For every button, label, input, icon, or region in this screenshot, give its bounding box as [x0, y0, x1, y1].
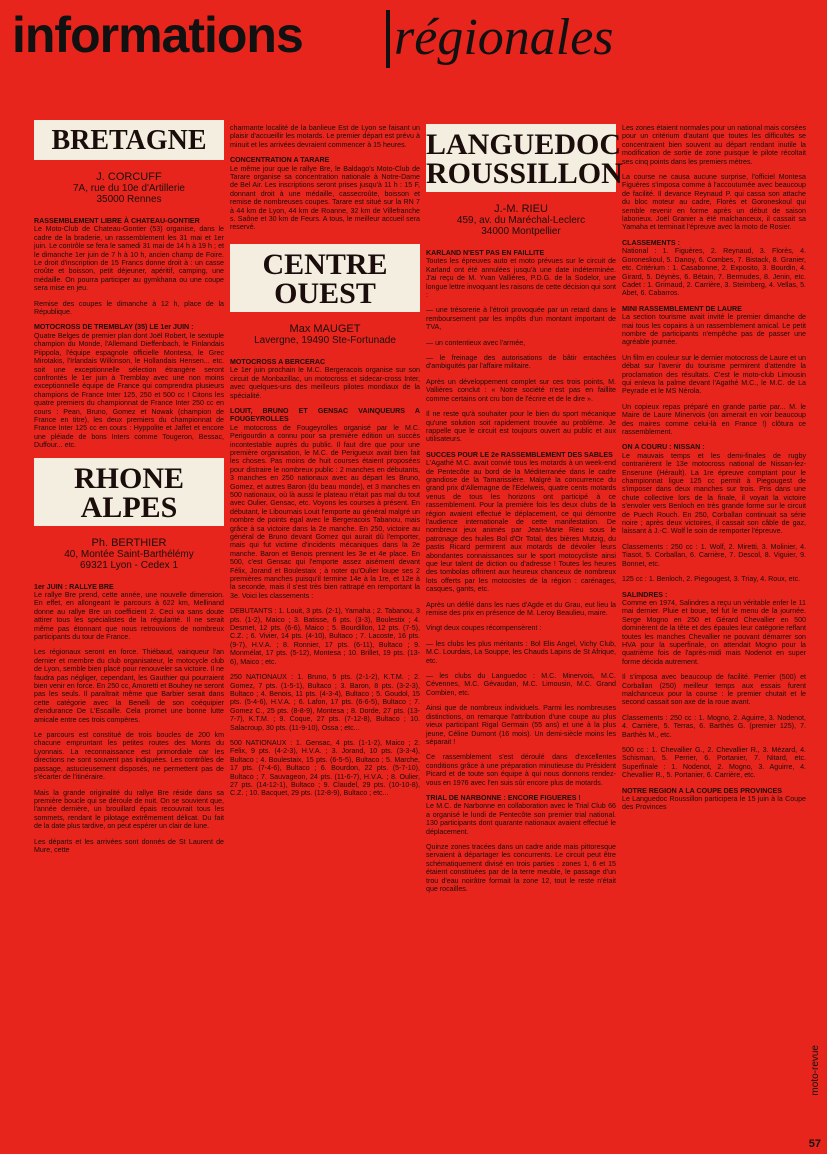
- article-paragraph: Les départs et les arrivées sont donnés de St Laurent de Mure, cette: [34, 837, 224, 854]
- article-paragraph: Remise des coupes le dimanche à 12 h, place de la République.: [34, 299, 224, 317]
- page-header: [12, 0, 812, 74]
- article-paragraph: Quinze zones tracées dans un cadre aride mais pittoresque servaient à départager les concurrents. Le circuit peut être schématiquement divisé en trois parties : zones 1, 6 et 15 étaient constituées par de la terre meuble, le passage d'un trou d'eau noirâtre formait la zone 12, tout le reste n'était que rocailles.: [426, 842, 616, 893]
- article-paragraph: Un copieux repas préparé en grande partie par... M. le Maire de Laure Minervois (on aimerait en voir beaucoup des maires comme celui-là en France !) clôtura ce rassemblement.: [622, 402, 806, 436]
- article-paragraph: Le Moto-Club de Chateau-Gontier (53) organise, dans le cadre de la braderie, un rassemblement les 31 mai et 1er juin. Le contrôle se fera le samedi 31 mai de 14 h à 19 h ; et le dimanche 1er juin de 7 h à 10 h, ancien champ de Foire. Le droit d'inscription de 15 Francs donne droit à : un casse croûte et boisson, petit déjeuner, apéritif, camping, une médaille. On pourra participer au gymkhana ou une coupe sera mise en jeu.: [34, 225, 224, 293]
- article-paragraph: Toutes les épreuves auto et moto prévues sur le circuit de Karland ont été annulées jusqu'à une date indéterminée. J'ai reçu de M. Yvan Vallières, P.D.G. de la Sodelor, une longue lettre invoquant les raisons de cette décision qui sont :: [426, 257, 616, 300]
- article-paragraph: 250 NATIONAUX : 1. Bruno, 5 pts. (2-1-2), K.T.M. ; 2. Gomez, 7 pts. (1-5-1), Bultaco ; 3. Baron, 8 pts. (3-2-3), Bultaco ; 4. Benois, 11 pts. (4-3-4), Bultaco ; 5. Goudol, 15 pts. (5-4-6), H.V.A. ; 6. Lafon, 17 pts. (6-6-5), Bultaco ; 7. Gomez C., 25 pts. (8-8-9), Montesa ; 8. Dorde, 27 pts. (13-7-7), K.T.M. ; 9. Coque, 27 pts. (7-12-8), Bultaco ; 10. Salacroup, 30 pts. (11-9-10), Ossa ; etc...: [230, 673, 420, 732]
- article-paragraph: L'Agathé M.C. avait convié tous les motards à un week-end de Pentecôte au bord de la Méditerranée dans le cadre grandiose de la Tamarissière. Malgré la concurrence du grand prix d'Allemagne de l'Edelweis, quatre cents motards venus de tous les horizons ont participé à ce rassemblement. Pour la première fois les deux clubs de la région avaient effectué le déplacement, ce qui démontre l'audience internationale de cette manifestation. De nombreux jeux animés par Jean-Marie Rieu sous le patronage des huiles Bol d'Or Total, des bières Mutzig, du pastis Ricard permirent aux motards de dévoiler leurs abondantes connaissances sur le sport motocycliste ainsi que leur talent de diction ou d'adresse ! Toutes les heures des tombolas offrirent aux heureux chanceux de nombreux lots offerts par les motocistes de la région : carénages, casques, gants, etc.: [426, 459, 616, 594]
- contact-name: J.-M. RIEU: [494, 203, 548, 215]
- contact-bretagne: [34, 172, 224, 205]
- article-paragraph: 500 NATIONAUX : 1. Gensac, 4 pts. (1-1-2), Maico ; 2. Felix, 9 pts. (4-2-3), H.V.A. ; 3. Jorand, 10 pts. (3-3-4), Bultaco ; 4. Boulestaix, 15 pts. (6-5-5), Bultaco ; 5. Marche, 17 pts. (7-4-6), Bultaco ; 6. Bourdon, 22 pts. (5-7-10), Bultaco ; 7. Sauvageon, 24 pts. (11-6-7), H.V.A. ; 8. Oulier, 27 pts. (14-12-1), Bultaco ; 9. Claudel, 29 pts. (10-10-8), C.Z. ; 10. Bacquet, 29 pts. (12-8-9), Bultaco ; etc...: [230, 738, 420, 798]
- article-heading: RASSEMBLEMENT LIBRE À CHATEAU-GONTIER: [34, 217, 200, 225]
- region-title-bretagne: BRETAGNE: [34, 120, 224, 160]
- region-title-languedoc: LANGUEDOC ROUSSILLON: [426, 124, 616, 192]
- article-paragraph: Le mauvais temps et les demi-finales de rugby contrarièrent le 13e motocross national de Nissan-lez-Enserune (Hérault). La 1re épreuve comptant pour le championnat ligue 125 cc permit à Piegougest de s'imposer dans deux manches sur trois. Pris dans une chute collective lors de la finale, il voyait la victoire s'envoler vers Benloch en très grande forme sur le circuit de Puech Rouch. En 250, Corballan continuait sa série noire ; après deux victoires, il cassait son câble de gaz, laissant à J.-C. Wolf le soin de remporter l'épreuve.: [622, 451, 806, 536]
- article-heading: ON A COURU : NISSAN :: [622, 443, 705, 452]
- article-paragraph: Ce rassemblement s'est déroulé dans d'excellentes conditions grâce à une préparation minutieuse du Président Picard et de toute son équipe à qui nous donnons rendez-vous en 1976 avec l'en suis sûr encore plus de motards.: [426, 753, 616, 787]
- article-heading: MOTOCROSS A BERCERAC: [230, 357, 326, 366]
- article-heading: NOTRE REGION A LA COUPE DES PROVINCES: [622, 786, 783, 795]
- article-paragraph: Quatre Belges de premier plan dont Joël Robert, le sextuple champion du Monde, l'Allemand Dieffenbach, le Finlandais Piippola, l'équipe espagnole officielle Montesa, le Grec Mirotakis, l'Irlandais Wilkinson, le Hollandais Hensen... etc. soit une exceptionnelle sélection étrangère seront confrontés le 1er juin à Tremblay avec une non moins exceptionnelle équipe de France qui comprendra plusieurs champions de France Inter 125, 250 et 500 cc ! Citons les quatre premiers du championnat de France Inter 250 cc en cours : Pean, Bruno, Gomez et Nowak (champion de France en titre), les deux premiers du championnat de France Inter 125 cc en cours : Hyppolite et Jaffet et encore une pléiade de bons Inters comme Tougeron, Bessac, Duffour... etc.: [34, 331, 224, 450]
- contact-city: 34000 Montpellier: [481, 226, 561, 237]
- magazine-name: moto-revue: [810, 1045, 821, 1096]
- article-paragraph: Après un développement complet sur ces trois points, M. Vallières conclut : « Notre société n'est pas en faillite comme certains ont cru bon de l'écrire et de le dire ».: [426, 377, 616, 403]
- article-paragraph: DEBUTANTS : 1. Louit, 3 pts. (2-1), Yamaha ; 2. Tabanou, 3 pts. (1-2), Maico ; 3. Batisse, 6 pts. (3-3), Boulestix ; 4. Desmet, 12 pts. (6-6), Maico ; 5. Bourdillon, 12 pts. (7-5), C.Z. ; 6. Vivier, 14 pts. (4-10), Bultaco ; 7. Lacoste, 16 pts. (9-7), H.V.A. ; 8. Ronnier, 17 pts. (6-11), Bultaco ; 9. Monmélat, 17 pts. (5-12), Montesa ; 10. Brillet, 19 pts. (13-6), Maico ; etc.: [230, 607, 420, 666]
- header-subtitle: régionales: [394, 9, 614, 66]
- article-paragraph: 500 cc : 1. Chevallier G., 2. Chevallier R., 3. Mézard, 4. Schisman, 5. Perrier, 6. Portanier, 7. Nitard, etc. Superfinale : 1. Nodenot, 2. Mogno, 3. Aguirre, 4. Chevallier R., 5. Portanier, 6. Carrière, etc.: [622, 746, 806, 780]
- contact-name: Ph. BERTHIER: [91, 536, 167, 549]
- contact-centre-ouest: [230, 324, 420, 346]
- article-heading: TRIAL DE NARBONNE : ENCORE FIGUERES !: [426, 793, 581, 802]
- article-heading: KARLAND N'EST PAS EN FAILLITE: [426, 249, 545, 257]
- article-paragraph: Vingt deux coupes récompensèrent :: [426, 624, 542, 633]
- contact-address: 40, Montée Saint-Barthélémy: [64, 548, 194, 560]
- article-heading: SUCCES POUR LE 2e RASSEMBLEMENT DES SABLES: [426, 450, 613, 459]
- article-paragraph: Les régionaux seront en force. Thiébaud, vainqueur l'an dernier et membre du club organisateur, le motocycle club de Lyon, semble bien placé pour renouveler sa victoire. Il ne faudra pas négliger, cependant, les Gauthier qui pourraient bien venir en force. En 250 cc, Amoretti et Bouhey ne seront pas les seuls. Il paraîtrait même que Barbier serait dans cette catégorie avec la Benelli de son coéquipier d'endurance De L'Escaille. Cela promet une bonne lutte amicale entre ces trois compères.: [34, 648, 224, 724]
- contact-languedoc: [426, 204, 616, 237]
- article-paragraph: Le rallye Bre prend, cette année, une nouvelle dimension. En effet, en allongeant le parcours à 622 km, Mellinand donne au rallye Bre un coefficient 2. Ceci va sans doute attirer tous les spécialistes de la régularité. Il ne serait même pas étonnant que nous retrouvions de nombreux participants du tour de France.: [34, 590, 224, 641]
- article-paragraph: Classements : 250 cc : 1. Mogno, 2. Aguirre, 3. Nodenot, 4. Carrière, 5. Terras, 6. Barthès G. (premier 125), 7. Barthès M., etc.: [622, 713, 806, 739]
- article-heading: MINI RASSEMBLEMENT DE LAURE: [622, 304, 742, 313]
- article-heading: 1er JUIN : RALLYE BRE: [34, 582, 114, 591]
- article-paragraph: — les clubs du Languedoc : M.C. Minervois, M.C. Cévennes, M.C. Gévaudan, M.C. Limousin, M.C. Grand Combien, etc.: [426, 672, 616, 697]
- article-paragraph: Le Languedoc Roussillon participera le 15 juin à la Coupe des Provinces: [622, 795, 806, 812]
- article-paragraph: Le M.C. de Narbonne en collaboration avec le Trial Club 66 a organisé le lundi de Pentecôte son premier trial national. 130 participants dont quarante nationaux avaient effectué le déplacement.: [426, 802, 616, 836]
- article-heading: SALINDRES :: [622, 590, 668, 599]
- article-paragraph: — les clubs les plus méritants : Bol Elis Angel, Vichy Club, M.C. Lourdais, La Souppe, les Chauds Lapins de St Afrique, etc.: [426, 639, 616, 665]
- column-1: [34, 120, 224, 861]
- region-title-rhone-alpes: RHONE ALPES: [34, 458, 224, 526]
- region-title-centre-ouest: CENTRE OUEST: [230, 244, 420, 312]
- article-paragraph: Il s'imposa avec beaucoup de facilité. Perrier (500) et Corballan (250) meilleur temps aux essais furent malchanceux pour la course : le premier chutait et le second cassait son axe de la roue avant.: [622, 673, 806, 707]
- article-paragraph: Un film en couleur sur le dernier motocross de Laure et un débat sur l'avenir du tourisme permirent d'attendre la proclamation des résultats. C'est le moto-club Limousin qui enleva la palme devant l'Agathé M.C., le M.C. de La Peyrade et le MS Nérola.: [622, 353, 806, 396]
- article-heading: LOUIT, BRUNO ET GENSAC VAINQUEURS A FOUGEYROLLES: [230, 406, 420, 424]
- header-divider: [386, 10, 390, 68]
- article-heading: CONCENTRATION A TARARE: [230, 156, 330, 165]
- article-paragraph: La course ne causa aucune surprise, l'officiel Montesa Figuères s'imposa comme à l'accoutumée avec beaucoup de facilité. Il devance Reynaud P. qui cassa son attache du bloc moteur au cadre, Florès et Goroneskoul qui semble revenir en forme après un début de saison laborieux. Joël Granier a été malchanceux, il cassait sa Yamaha et terminait l'épreuve avec la moto de Rosier.: [622, 173, 806, 232]
- article-paragraph: Mais la grande originalité du rallye Bre réside dans sa première boucle qui se déroule de nuit. On se souvient que, l'année dernière, un brouillard épais recouvrait tous les sommets, rendant le pilotage extrêmement délicat. Du fait de la date plus tardive, on peut espérer un clair de lune.: [34, 788, 224, 831]
- header-title: informations: [12, 7, 303, 63]
- article-paragraph: Classements : 250 cc : 1. Wolf, 2. Miretti, 3. Molinier, 4. Tiasot, 5. Corballan, 6. Carrière, 7. Descol, 8. Viguier, 9. Bonnet, etc.: [622, 542, 806, 568]
- contact-city: 69321 Lyon - Cedex 1: [79, 559, 179, 571]
- column-3: [426, 124, 623, 900]
- article-paragraph: Le 1er juin prochain le M.C. Bergeracois organise sur son circuit de Monbazillac, un motocross et sidecar-cross Inter, avec quelques-uns des meilleurs pilotes mondiaux de la spécialité.: [230, 366, 420, 400]
- article-heading: MOTOCROSS DE TREMBLAY (35) LE 1er JUIN :: [34, 323, 194, 332]
- contact-address: Lavergne, 19490 Ste-Fortunade: [254, 334, 396, 346]
- article-paragraph: — une trésorerie à l'étroit provoquée par un retard dans le remboursement par les impôts d'un montant important de TVA,: [426, 306, 616, 332]
- contact-rhone-alpes: [34, 538, 224, 571]
- article-paragraph: 125 cc : 1. Benloch, 2. Piegougest, 3. Triay, 4. Roux, etc.: [622, 575, 801, 584]
- article-paragraph: — un contentieux avec l'armée,: [426, 338, 526, 347]
- contact-address: 7A, rue du 10e d'Artillerie: [73, 183, 185, 194]
- article-paragraph: Le motocross de Fougeyrolles organisé par le M.C. Perigourdin a connu pour sa première édition un succès incontestable auprès du public. Il faut dire que pour une première organisation, le M.C. de Perigueux avait bien fait les choses. Pas moins de huit courses étaient proposées pour distraire le nombreux public : 2 manches en débutants, 3 manches en 250 nationaux avec au départ les Bruno, Gomez, et autres Baron (du beau monde), et 3 manches en 500 nationaux, où là aussi le plateau n'était pas mal du tout avec Oulier, Gensac, etc. Voyons les courses à présent. En débutant, le Libournais Louit l'emporte au général malgré un nombre de points égal avec le Bergeracois Tabanou, mais grâce à sa victoire dans la 2e manche. En 250, victoire au général de Bruno devant Gomez qui aurait dû l'emporter, mais qui fut victime d'incidents mécaniques dans la 2e manche. Baron et Benois prennent les 3e et 4e place. En 500, c'est Gensac qui l'emporte assez aisément devant Félix, Jorand et Boulestaix ; à noter qu'Oulier loupe ses 2 premières manches puisqu'il termine 14e à la 1re, et 12e à la seconde, mais il s'est très bien rattrapé en remportant la 3e. Voici les classements :: [230, 423, 420, 600]
- article-paragraph: Après un défilé dans les rues d'Agde et du Grau, eut lieu la remise des prix en présence de M. Leroy Beaulieu, maire.: [426, 600, 616, 618]
- article-paragraph: charmante localité de la banlieue Est de Lyon se faisant un plaisir d'accueillir les motards. Le premier départ est prévu à minuit et les arrivées devraient commencer à 15 heures.: [230, 124, 420, 149]
- article-paragraph: — le freinage des autorisations de bâtir entachées d'ambiguités par l'affaire militaire.: [426, 354, 616, 371]
- article-paragraph: National : 1. Figuères, 2. Reynaud, 3. Florès, 4. Goroneskoul, 5. Danoy, 6. Combes, 7. Bistack, 8. Granier, etc. Critérium : 1. Casabonne, 2. Exposito, 3. Bourdin, 4. Girard, 5. Déynès, 6. Bétain, 7. Bermudes, 8. Jenin, etc. Cadet : 1. Grimaud, 2. Carrière, 3. Steimberg, 4. Vellas, 5. Abet, 6. Cabarros.: [622, 247, 806, 298]
- article-paragraph: Le parcours est constitué de trois boucles de 200 km chacune empruntant les petites routes des Monts du Lyonnais. La reconnaissance est primordiale car les directions ne sont souvent pas indiquées. Les contrôles de passage, astucieusement disposés, ne permettent pas de s'écarter de l'itinéraire.: [34, 731, 224, 782]
- column-4: [622, 124, 806, 819]
- article-heading: CLASSEMENTS :: [622, 238, 680, 247]
- contact-name: J. CORCUFF: [96, 171, 162, 183]
- column-2: [230, 124, 420, 805]
- article-paragraph: Ainsi que de nombreux individuels. Parmi les nombreuses distinctions, on remarque l'attribution d'une coupe au plus vieux participant Rigal Germain (55 ans) et une à la plus jeune, Céline Dumont (16 mois). Un demi-siècle moins les séparait !: [426, 704, 616, 746]
- contact-address: 459, av. du Maréchal-Leclerc: [456, 215, 586, 226]
- page-number: 57: [808, 1138, 821, 1150]
- article-paragraph: La section tourisme avait invité le premier dimanche de mai tous les copains à un rassemblement amical. Le petit nombre de participants n'empêche pas de passer une agréable journée.: [622, 313, 806, 347]
- contact-city: 35000 Rennes: [96, 194, 162, 205]
- article-paragraph: Il ne reste qu'à souhaiter pour le bien du sport mécanique qu'une solution soit rapidement trouvée au problème. Je rappelle que le circuit est toujours ouvert au public et aux utilisateurs.: [426, 410, 616, 444]
- article-paragraph: Comme en 1974, Salindres a reçu un véritable enfer le 11 mai dernier. Pluie et boue, tel fut le menu de la journée. Serge Mogno en 250 et Gérard Chevallier en 500 dominèrent de la tête et des épaules leur catégorie reflant toutes les manches Chevallier ne pouvant démarrer son HVA pour la superfinale, on attendait Mogno pour la quatrième fois de l'après-midi mais Nodenot en super forme décida autrement.: [622, 598, 806, 666]
- article-paragraph: Les zones étaient normales pour un national mais corsées pour un critérium d'autant que toutes les difficultés se concentraient bien souvent au départ rendant inutile la modification de sortie de zone puisque le pilote récoltait ses cinq points dans les premiers mètres.: [622, 124, 806, 166]
- contact-name: Max MAUGET: [289, 322, 361, 335]
- article-paragraph: Le même jour que le rallye Bre, le Baldago's Moto-Club de Tarare organise sa concentration nationale à Notre-Dame de Bel Air. Les inscriptions seront prises jusqu'à 11 h : 15 F, donnant droit à une médaille, cassecroûte, boisson et remise de nombreuses coupes. Tarare est situé sur la RN 7 à 44 km de Lyon, 44 km de Roanne, 32 km de Villefranche s. Saône et 30 km de Feurs. A tous, le meilleur accueil sera reservé.: [230, 164, 420, 232]
